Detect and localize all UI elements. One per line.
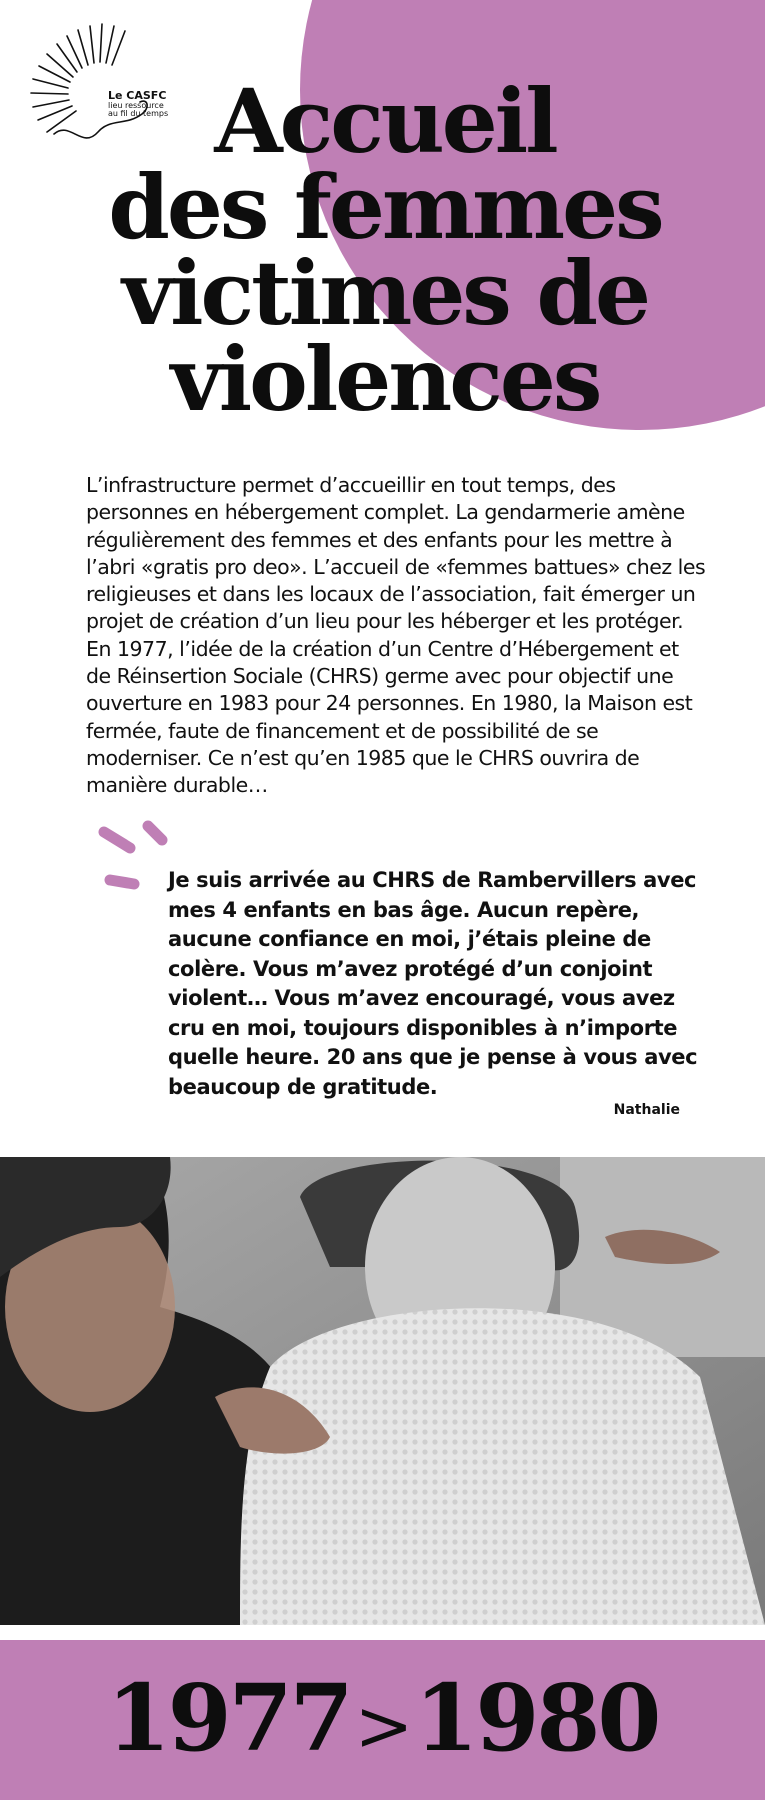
divider-strip (0, 1625, 765, 1640)
logo-name: Le CASFC (108, 89, 167, 102)
logo-tagline-1: lieu ressource (108, 100, 164, 110)
year-separator: > (354, 1685, 411, 1767)
year-end: 1980 (414, 1664, 659, 1772)
testimonial-quote: Je suis arrivée au CHRS de Rambervillers avec mes 4 enfants en bas âge. Aucun repère, aucune confiance en moi, j’étais pleine de colère. Vous m’avez protégé d’un conjoint violent… Vous m’avez encouragé, vous avez cru en moi, toujours disponibles à n’importe quelle heure. 20 ans que je pense à vous avec beaucoup de gratitude. (168, 868, 698, 1099)
intro-paragraph: L’infrastructure permet d’accueillir en tout temps, des personnes en hébergement complet. La gendarmerie amène régulièrement des femmes et des enfants pour les mettre à l’abri «gratis pro deo». L’accueil de «femmes battues» chez les religieuses et dans les locaux de l’association, fait émerger un projet de création d’un lieu pour les héberger et les protéger. En 1977, l’idée de la création d’un Centre d’Hébergement et de Réinsertion Sociale (CHRS) germe avec pour objectif une ouverture en 1983 pour 24 personnes. En 1980, la Maison est fermée, faute de financement et de possibilité de se moderniser. Ce n’est qu’en 1985 que le CHRS ouvrira de manière durable… (86, 473, 706, 798)
year-start: 1977 (106, 1664, 351, 1772)
year-range (0, 1664, 765, 1776)
title-line-2: des femmes (108, 155, 662, 259)
testimonial-author: Nathalie (613, 1102, 680, 1118)
title-line-3: victimes de (121, 241, 649, 345)
title-line-1: Accueil (214, 69, 556, 173)
title-line-4: violences (170, 327, 600, 431)
logo-tagline-2: au fil du temps (108, 108, 169, 118)
quote-accent-icon (96, 818, 176, 898)
photo-women-comforting (0, 1157, 765, 1625)
page-title (95, 69, 675, 431)
